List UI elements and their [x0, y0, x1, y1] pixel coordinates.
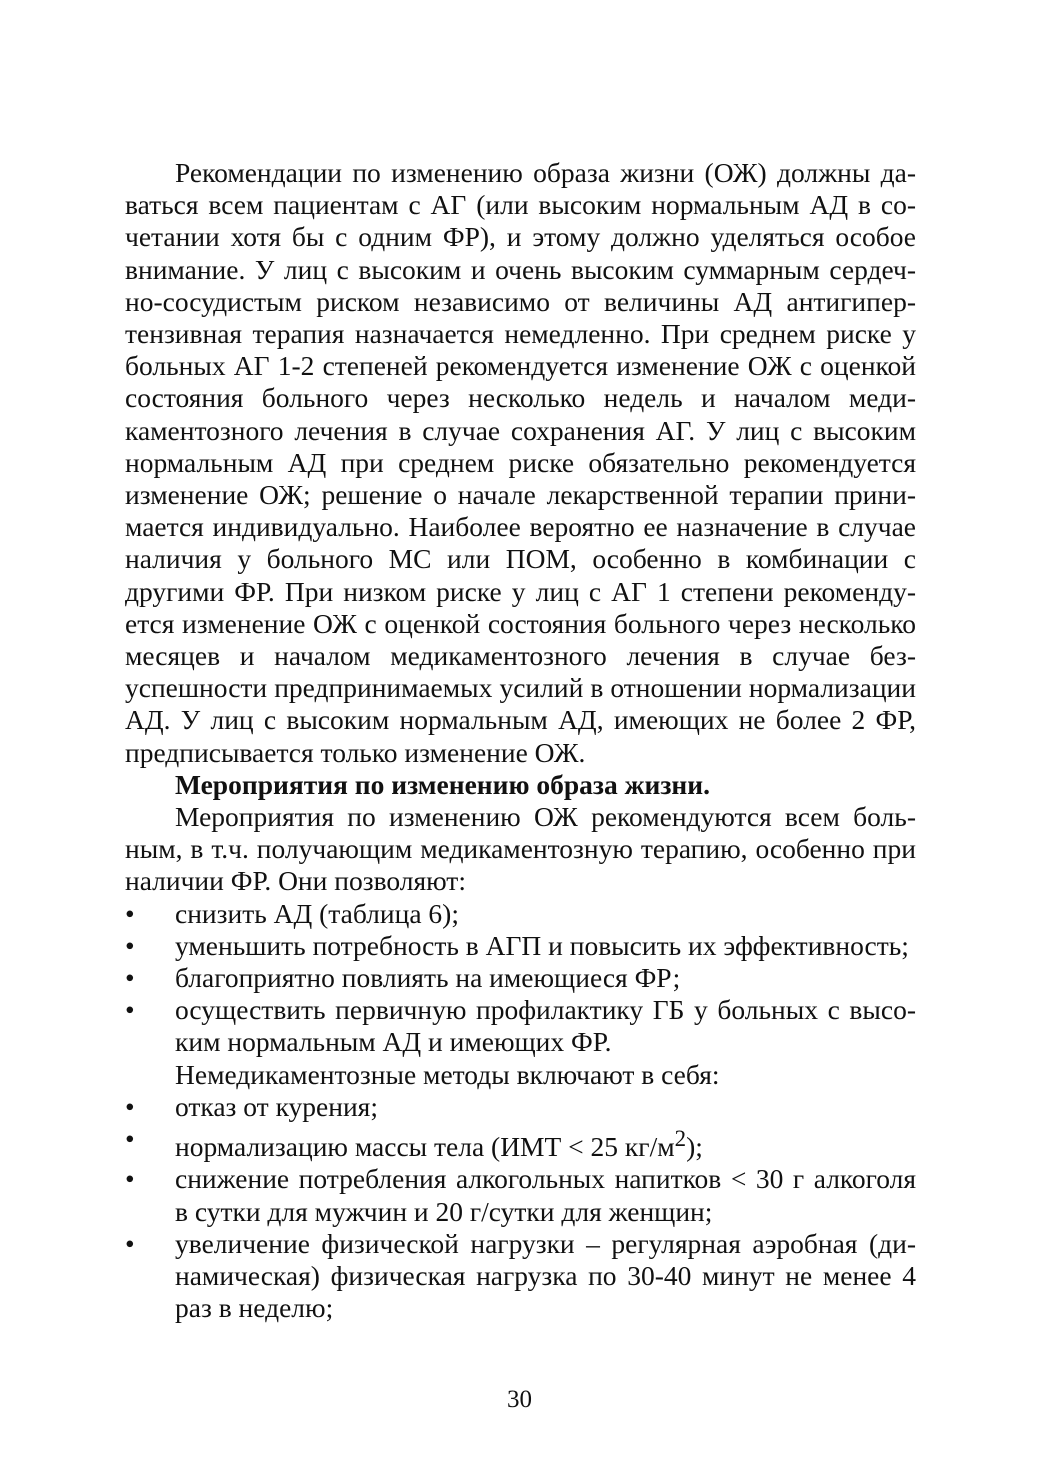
nondrug-methods-list: [125, 1091, 916, 1325]
bullet-icon: •: [125, 1163, 135, 1195]
bullet-icon: •: [125, 1227, 135, 1259]
superscript: 2: [674, 1126, 687, 1152]
bullet-icon: •: [125, 1123, 135, 1155]
list-item-text: снизить АД (таблица 6);: [175, 897, 459, 929]
list-item: [125, 930, 916, 962]
paragraph-lifestyle-recommendations: Рекомендации по изменению образа жизни (ОЖ) должны даваться всем пациентам с АГ (или высоким нормальным АД в сочетании хотя бы с одним ФР), и этому должно уделяться особое внимание. У лиц с высоким и очень высоким суммарным сердечно-сосудистым риском независимо от величины АД антигипертензивная терапия назначается немедленно. При среднем риске у больных АГ 1-2 степеней рекомендуется изменение ОЖ с оценкой состояния больного через несколько недель и началом медикаментозного лечения в случае сохранения АГ. У лиц с высоким нормальным АД при среднем риске обязательно рекомендуется изменение ОЖ; решение о начале лекарственной терапии принимается индивидуально. Наиболее вероятно ее назначение в случае наличия у больного МС или ПОМ, особенно в комбинации с другими ФР. При низком риске у лиц с АГ 1 степени рекомендуется изменение ОЖ с оценкой состояния больного через несколько месяцев и началом медикаментозного лечения в случае безуспешности предпринимаемых усилий в отношении нормализации АД. У лиц с высоким нормальным АД, имеющих не более 2 ФР, предписывается только изменение ОЖ.: [125, 157, 916, 768]
list-item-text: увеличение физической нагрузки – регулярная аэробная (динамическая) физическая нагрузка по 30-40 минут не менее 4 раз в неделю;: [175, 1227, 916, 1324]
bullet-icon: •: [125, 1090, 135, 1122]
benefits-list: [125, 898, 916, 1059]
bullet-icon: •: [125, 929, 135, 961]
bullet-icon: •: [125, 897, 135, 929]
list-item: [125, 1228, 916, 1325]
list-item: [125, 994, 916, 1058]
page-content: [125, 157, 916, 1324]
list-item: [125, 1091, 916, 1123]
list-item: [125, 898, 916, 930]
list-item-text-part: нормализацию массы тела (ИМТ < 25 кг/м: [175, 1131, 675, 1163]
list-item-text: осуществить первичную профилактику ГБ у больных с высоким нормальным АД и имеющих ФР.: [175, 994, 916, 1058]
list-item-text: [175, 1126, 703, 1163]
list-item-text: уменьшить потребность в АГП и повысить их эффективность;: [175, 929, 909, 961]
list-item: [125, 962, 916, 994]
list-item-text-part: );: [686, 1131, 703, 1163]
list-item-text: благоприятно повлиять на имеющиеся ФР;: [175, 962, 681, 994]
list-item-text: отказ от курения;: [175, 1090, 378, 1122]
paragraph-lifestyle-measures-intro: Мероприятия по изменению ОЖ рекомендуются всем больным, в т.ч. получающим медикаментозную терапию, особенно при наличии ФР. Они позволяют:: [125, 801, 916, 897]
page-number: 30: [507, 1386, 532, 1413]
paragraph-nondrug-methods-intro: Немедикаментозные методы включают в себя:: [175, 1058, 720, 1090]
bullet-icon: •: [125, 962, 135, 994]
list-item-text: снижение потребления алкогольных напитков < 30 г алкоголя в сутки для мужчин и 20 г/сутки для женщин;: [175, 1163, 916, 1227]
bullet-icon: •: [125, 994, 135, 1026]
list-item: [125, 1123, 916, 1163]
list-item: [125, 1163, 916, 1227]
section-heading: Мероприятия по изменению образа жизни.: [175, 768, 710, 800]
